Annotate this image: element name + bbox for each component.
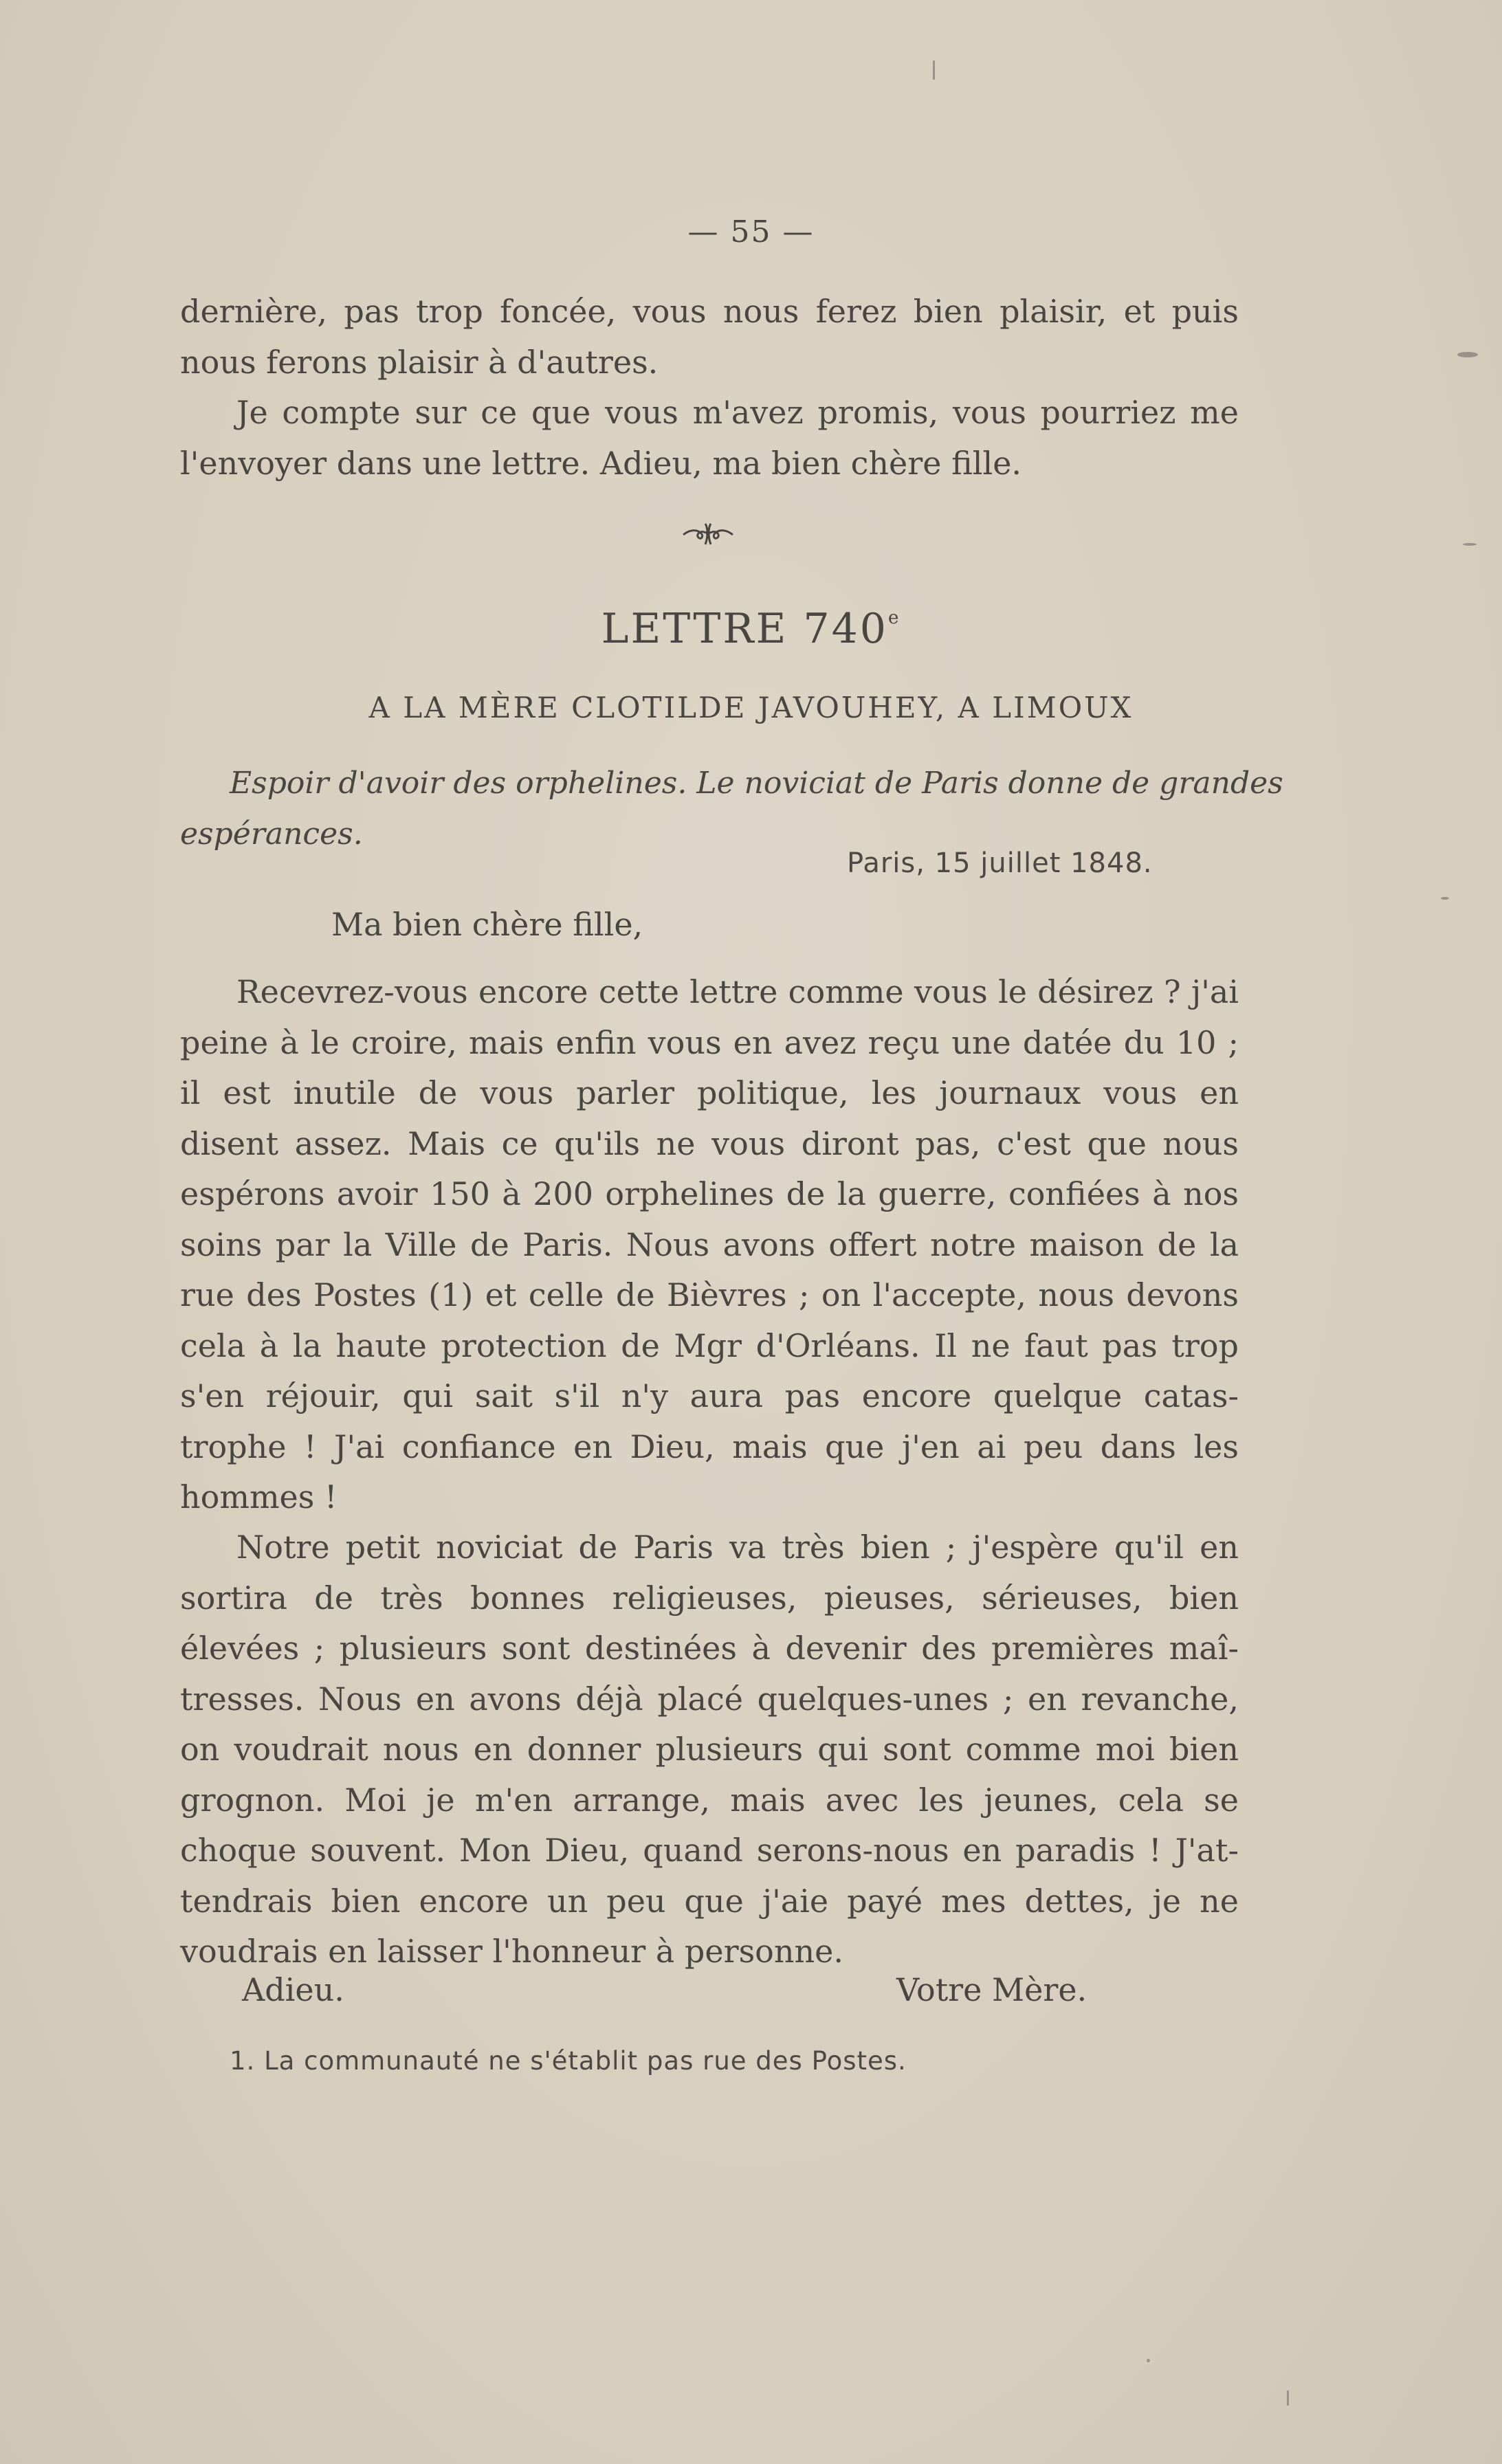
paper-mark: [1441, 897, 1449, 900]
closing-adieu: Adieu.: [242, 1971, 344, 2008]
text-line: hommes !: [180, 1478, 338, 1516]
top-paragraph-1: [180, 287, 1239, 388]
paper-mark: [1147, 2359, 1150, 2362]
letter-title: [0, 605, 1502, 653]
text-line: peine à le croire, mais enfin vous en avez reçu une datée du 10 ;: [180, 1023, 1239, 1061]
page-number: — 55 —: [687, 214, 815, 249]
letter-recipient: A LA MÈRE CLOTILDE JAVOUHEY, A LIMOUX: [368, 691, 1134, 724]
body-paragraph-1: [180, 967, 1239, 1523]
text-line: Recevrez-vous encore cette lettre comme vous le désirez ? j'ai: [236, 973, 1239, 1010]
text-line: sortira de très bonnes religieuses, pieuses, sérieuses, bien: [180, 1579, 1239, 1617]
letter-dateline: Paris, 15 juillet 1848.: [847, 847, 1153, 879]
letter-salutation: Ma bien chère fille,: [331, 906, 643, 943]
letter-title-suffix: e: [887, 608, 901, 628]
text-line: s'en réjouir, qui sait s'il n'y aura pas encore quelque catas-: [180, 1377, 1239, 1414]
text-line: disent assez. Mais ce qu'ils ne vous diront pas, c'est que nous: [180, 1124, 1239, 1162]
paper-mark: [1457, 352, 1478, 357]
text-line: on voudrait nous en donner plusieurs qui sont comme moi bien: [180, 1731, 1239, 1768]
text-line: tresses. Nous en avons déjà placé quelques-unes ; en revanche,: [180, 1680, 1239, 1718]
summary-line: Espoir d'avoir des orphelines. Le noviciat de Paris donne de grandes: [230, 766, 1283, 801]
paper-mark: [1287, 2390, 1289, 2406]
closing-signature: Votre Mère.: [896, 1971, 1087, 2008]
paper-mark: [1463, 543, 1477, 546]
text-line: voudrais en laisser l'honneur à personne.: [180, 1933, 843, 1970]
text-line: nous ferons plaisir à d'autres.: [180, 343, 659, 381]
summary-line: espérances.: [180, 817, 363, 852]
text-line: soins par la Ville de Paris. Nous avons offert notre maison de la: [180, 1225, 1239, 1263]
text-line: cela à la haute protection de Mgr d'Orléans. Il ne faut pas trop: [180, 1327, 1239, 1364]
text-line: trophe ! J'ai confiance en Dieu, mais que j'en ai peu dans les: [180, 1428, 1239, 1465]
text-line: Notre petit noviciat de Paris va très bien ; j'espère qu'il en: [236, 1529, 1239, 1566]
paper-mark: [933, 60, 935, 80]
top-paragraph-2: [180, 388, 1239, 489]
letter-title-text: LETTRE 740: [601, 605, 888, 653]
footnote: 1. La communauté ne s'établit pas rue des Postes.: [230, 2046, 907, 2076]
letter-summary: [180, 758, 1283, 860]
text-line: grognon. Moi je m'en arrange, mais avec les jeunes, cela se: [180, 1781, 1239, 1819]
text-line: espérons avoir 150 à 200 orphelines de la guerre, confiées à nos: [180, 1175, 1239, 1212]
text-line: élevées ; plusieurs sont destinées à devenir des premières maî-: [180, 1630, 1239, 1667]
text-line: rue des Postes (1) et celle de Bièvres ; on l'accepte, nous devons: [180, 1276, 1239, 1313]
body-paragraph-2: [180, 1522, 1239, 1977]
fleuron-ornament-icon: [681, 517, 736, 550]
text-line: dernière, pas trop foncée, vous nous ferez bien plaisir, et puis: [180, 293, 1239, 330]
text-line: Je compte sur ce que vous m'avez promis, vous pourriez me: [236, 394, 1239, 431]
text-line: tendrais bien encore un peu que j'aie payé mes dettes, je ne: [180, 1882, 1239, 1920]
text-line: choque souvent. Mon Dieu, quand serons-nous en paradis ! J'at-: [180, 1832, 1239, 1869]
text-line: il est inutile de vous parler politique, les journaux vous en: [180, 1074, 1239, 1111]
text-line: l'envoyer dans une lettre. Adieu, ma bien chère fille.: [180, 444, 1022, 482]
